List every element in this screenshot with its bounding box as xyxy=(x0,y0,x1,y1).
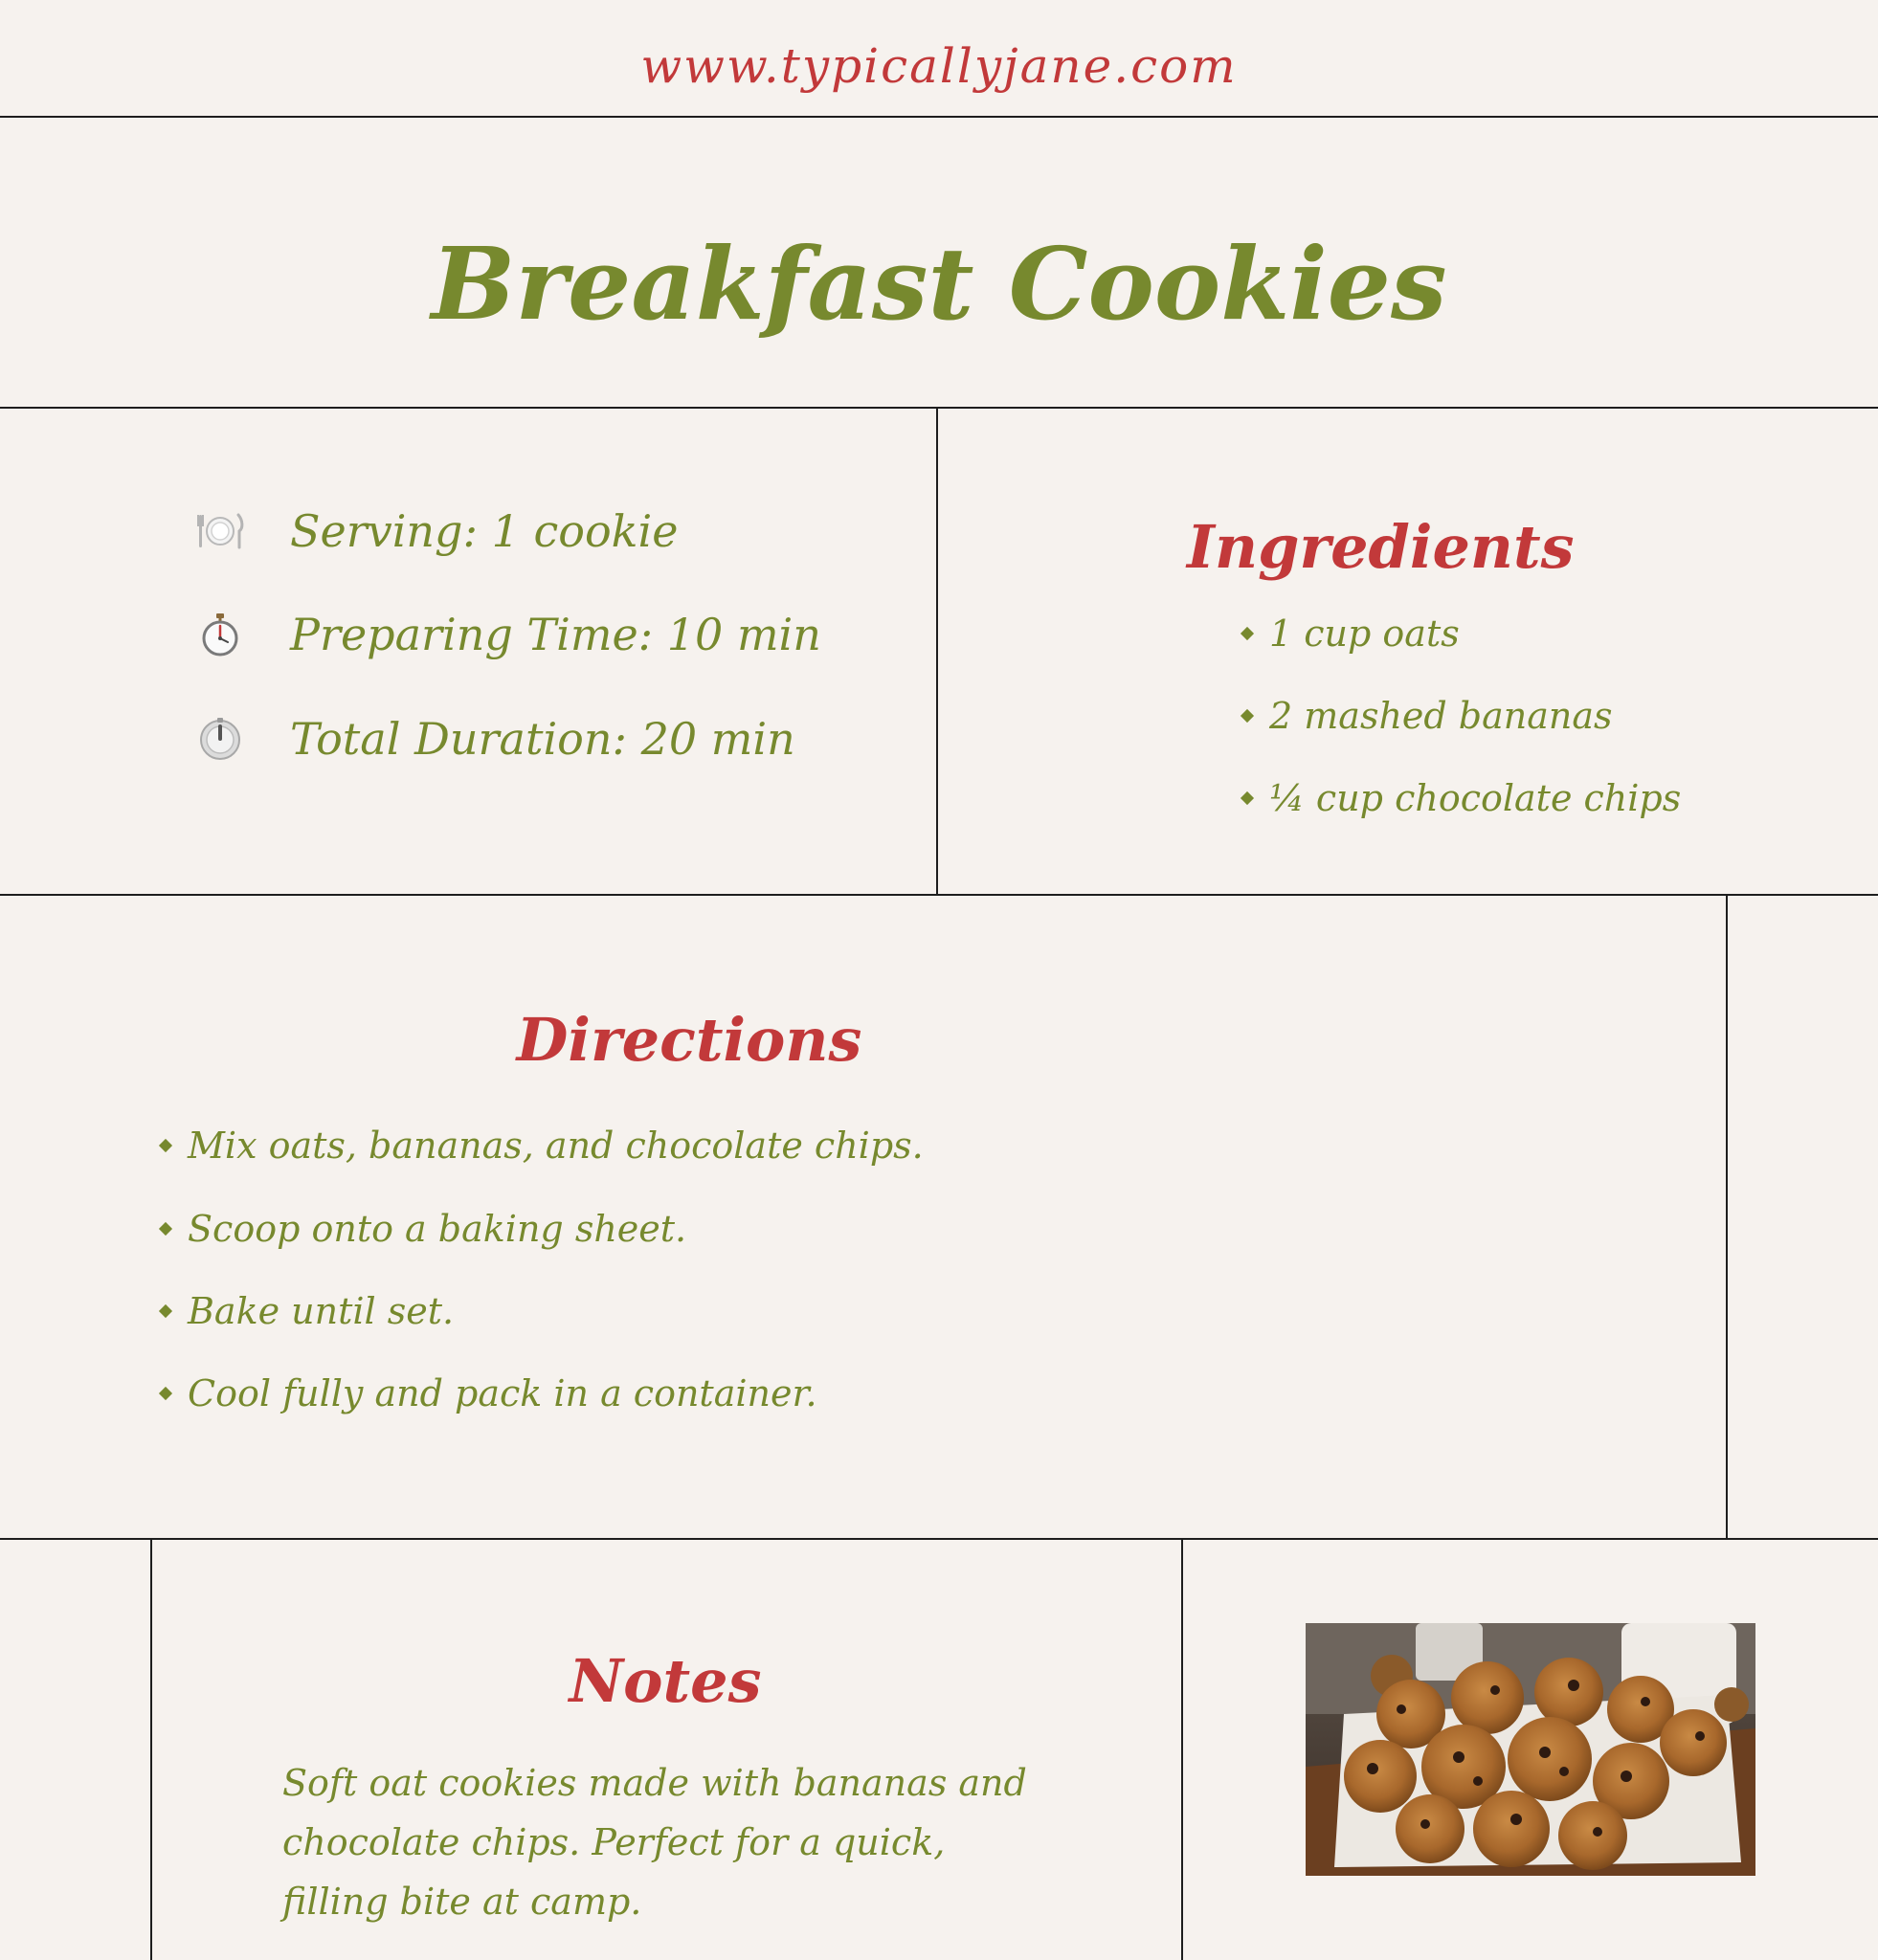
total-duration-row xyxy=(196,705,795,772)
notes-photo-divider xyxy=(1181,1538,1183,1960)
direction-text: Scoop onto a baking sheet. xyxy=(188,1208,687,1250)
direction-text: Mix oats, bananas, and chocolate chips. xyxy=(188,1125,924,1167)
recipe-title: Breakfast Cookies xyxy=(431,225,1447,343)
notes-text: Soft oat cookies made with bananas and chocolate chips. Perfect for a quick, filling bite at camp. xyxy=(282,1762,1027,1923)
timer-icon xyxy=(196,715,244,763)
serving-text: Serving: 1 cookie xyxy=(290,505,679,557)
stopwatch-icon xyxy=(196,611,244,658)
info-divider xyxy=(0,894,1878,896)
direction-step xyxy=(161,1290,454,1332)
ingredient-item xyxy=(1242,612,1460,655)
preparing-time-text: Preparing Time: 10 min xyxy=(290,609,821,660)
directions-divider xyxy=(0,1538,1878,1540)
header-divider xyxy=(0,116,1878,118)
info-ingredients-divider xyxy=(936,407,938,895)
notes-left-divider xyxy=(150,1538,152,1960)
directions-right-divider xyxy=(1726,894,1728,1539)
directions-heading: Directions xyxy=(516,1005,862,1075)
cookie-photo xyxy=(1306,1623,1755,1876)
ingredient-text: ¼ cup chocolate chips xyxy=(1269,777,1682,819)
bullet-icon xyxy=(159,1139,172,1152)
bullet-icon xyxy=(159,1222,172,1236)
ingredient-item xyxy=(1242,777,1681,819)
direction-step xyxy=(161,1372,817,1414)
ingredient-text: 2 mashed bananas xyxy=(1269,695,1613,737)
notes-heading: Notes xyxy=(569,1646,762,1716)
bullet-icon xyxy=(159,1387,172,1400)
bullet-icon xyxy=(1241,791,1254,805)
direction-text: Bake until set. xyxy=(188,1290,455,1332)
bullet-icon xyxy=(159,1304,172,1318)
bullet-icon xyxy=(1241,627,1254,640)
bullet-icon xyxy=(1241,709,1254,723)
serving-row xyxy=(196,498,678,565)
direction-step xyxy=(161,1208,686,1250)
direction-text: Cool fully and pack in a container. xyxy=(188,1372,817,1414)
total-duration-text: Total Duration: 20 min xyxy=(290,713,795,765)
preparing-time-row xyxy=(196,601,821,668)
direction-step xyxy=(161,1125,924,1167)
ingredient-text: 1 cup oats xyxy=(1269,612,1460,655)
title-divider xyxy=(0,407,1878,409)
ingredients-heading: Ingredients xyxy=(1187,512,1575,582)
plate-fork-knife-icon xyxy=(196,507,244,555)
ingredient-item xyxy=(1242,695,1613,737)
site-url[interactable]: www.typicallyjane.com xyxy=(640,38,1238,94)
